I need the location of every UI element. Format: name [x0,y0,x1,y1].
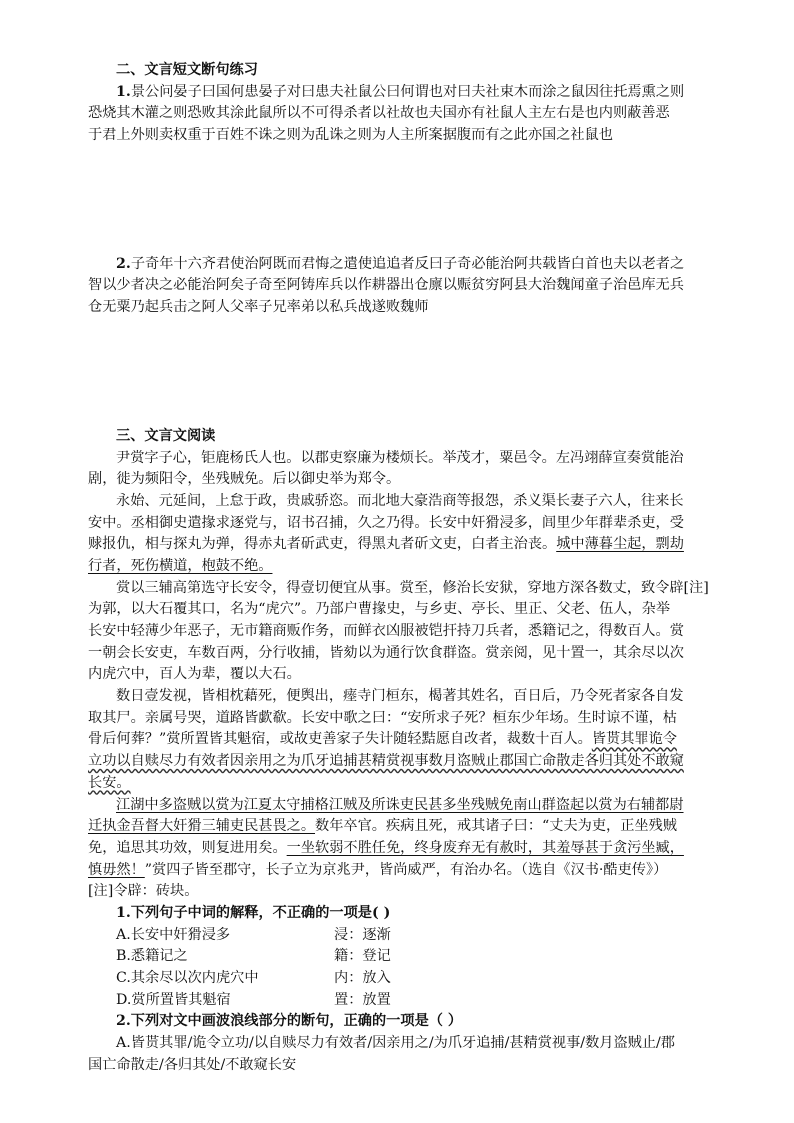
option-text: D.赏所置皆其魁宿 [116,991,231,1008]
option-text: B.悉籍记之 [116,948,188,965]
wavy-underlined-text: 立功以自赎尽力有效者因亲用之为爪牙追捕甚精赏视事数月盗贼止郡国亡命散走各归其处不敢窥 [88,753,684,770]
answer-space [88,319,738,426]
paragraph-line: 一朝会长安吏，车数百两，分行收捕，皆劾以为通行饮食群盗。赏亲阅，见十置一，其余尽以次 [88,644,684,661]
paragraph-line: 为郭，以大石覆其口，名为“虎穴”。乃部户曹掾史，与乡吏、亭长、里正、父老、伍人，杂举 [88,601,671,618]
option-explanation: 内：放入 [334,970,391,986]
question-stem: 2.下列对文中画波浪线部分的断句，正确的一项是（ ） [116,1013,463,1030]
paragraph-line: 剧，徙为频阳令，坐残贼免。后以御史举为郑令。 [88,471,401,488]
answer-space [88,147,738,254]
footnote: [注]令辟：砖块。 [88,883,199,900]
paragraph-line [88,556,738,578]
paragraph-line: 取其尸。亲属号哭，道路皆歔欷。长安中歌之曰：“安所求子死？桓东少年场。生时谅不谨，枯 [88,709,677,726]
underlined-text: 江湖中多盗贼以赏为江夏太守捕格江贼及所诛吏民甚多坐残贼免南山群盗起以赏为右辅都尉 [116,796,684,813]
text-span: 骨后何葬？”赏所置皆其魁宿，或故吏善家子失计随轻黠愿自改者，裁数十百人。 [88,731,592,748]
paragraph-line: 永始、元延间，上怠于政，贵戚骄恣。而北地大豪浩商等报怨，杀义渠长妻子六人，往来长 [116,492,684,509]
paragraph-line [88,816,738,838]
answer-option [88,968,738,990]
paragraph-line [88,838,738,860]
underlined-text: 一坐软弱不胜任免，终身废弃无有赦时，其羞辱甚于贪污坐臧， [286,839,684,856]
paragraph-line [88,860,738,882]
answer-option [88,925,738,947]
question-1-line-1 [88,82,738,104]
answer-option [88,946,738,968]
paragraph-line: 赏以三辅高第选守长安令，得壹切便宜从事。赏至，修治长安狱，穿地方深各数丈，致令辟[注] [116,579,709,596]
option-explanation: 籍：登记 [334,948,391,965]
question-number: 2. [116,255,131,272]
question-number: 1. [116,83,131,100]
passage-text: 子奇年十六齐君使治阿既而君悔之遣使追追者反曰子奇必能治阿共载皆白首也夫以老者之 [130,255,685,272]
question-2-line-3: 仓无粟乃起兵击之阿人父率子兄率弟以私兵战遂败魏师 [88,299,429,316]
question-2-line-1 [88,254,738,276]
underlined-text: 城中薄暮尘起，剽劫 [556,536,684,553]
option-explanation: 置：放置 [334,991,391,1008]
question-1-line-3: 于君上外则卖权重于百姓不诛之则为乱诛之则为人主所案据腹而有之此亦国之社鼠也 [88,127,613,144]
document-page [88,60,738,1076]
paragraph-line: 尹赏字子心，钜鹿杨氏人也。以郡吏察廉为楼烦长。举茂才，粟邑令。左冯翊薛宣奏赏能治 [116,449,684,466]
paragraph-line: 内虎穴中，百人为辈，覆以大石。 [88,666,301,683]
text-span: 数年卒官。疾病且死，戒其诸子曰：“丈夫为吏，正坐残贼 [315,818,677,835]
paragraph-line: 安中。丞相御史遣掾求逐党与，诏书召捕，久之乃得。长安中奸猾浸多，闾里少年群辈杀吏，受 [88,514,684,531]
passage-text: 景公问晏子曰国何患晏子对曰患夫社鼠公曰何谓也对曰夫社束木而涂之鼠因往托焉熏之则 [130,83,685,100]
underlined-text: 慎毋然！ [88,861,145,878]
option-explanation: 浸：逐渐 [334,926,391,943]
paragraph-line: 数日壹发视，皆相枕藉死，便舆出，瘗寺门桓东，楬著其姓名，百日后，乃令死者家各自发 [116,688,684,705]
text-span: 赇报仇，相与探丸为弹，得赤丸者斫武吏，得黑丸者斫文吏，白者主治丧。 [88,536,557,553]
text-span: ”赏四子皆至郡守，长子立为京兆尹，皆尚威严，有治办名。（选自《汉书·酷吏传》） [144,861,668,878]
wavy-underlined-text: 皆贳其罪诡令 [591,731,677,748]
paragraph-line [88,729,738,751]
text-span: 免，追思其功效，则复进用矣。 [88,839,287,856]
paragraph-line [88,773,738,795]
underlined-text: 迁执金吾督大奸猾三辅吏民甚畏之。 [88,818,316,835]
answer-option [88,990,738,1012]
question-stem: 1.下列句子中词的解释，不正确的一项是( ) [116,904,391,921]
section-heading: 二、文言短文断句练习 [116,62,258,78]
paragraph-line [88,534,738,556]
answer-option-continued: 国亡命散走/各归其处/不敢窥长安 [88,1056,297,1073]
option-text: A.长安中奸猾浸多 [116,926,231,943]
question-2-line-2: 智以少者决之必能治阿矣子奇至阿铸库兵以作耕器出仓廪以赈贫穷阿县大治魏闻童子治邑库无兵 [88,277,684,294]
question-1-line-2: 恐烧其木灌之则恐败其涂此鼠所以不可得杀者以社故也夫国亦有社鼠人主左右是也内则蔽善恶 [88,105,670,122]
underlined-text: 行者，死伤横道，枹鼓不绝。 [88,557,273,574]
paragraph-line: 长安中轻薄少年恶子，无市籍商贩作务，而鲜衣凶服被铠扞持刀兵者，悉籍记之，得数百人。赏 [88,623,684,639]
paragraph-line [88,751,738,773]
paragraph-line [88,795,738,817]
answer-option: A.皆贳其罪/诡令立功/以自赎尽力有效者/因亲用之/为爪牙追捕/甚精赏视事/数月盗贼止/郡 [116,1035,675,1052]
wavy-underlined-text: 长安。 [88,774,131,791]
option-text: C.其余尽以次内虎穴中 [116,970,259,986]
section-heading: 三、文言文阅读 [116,427,216,444]
